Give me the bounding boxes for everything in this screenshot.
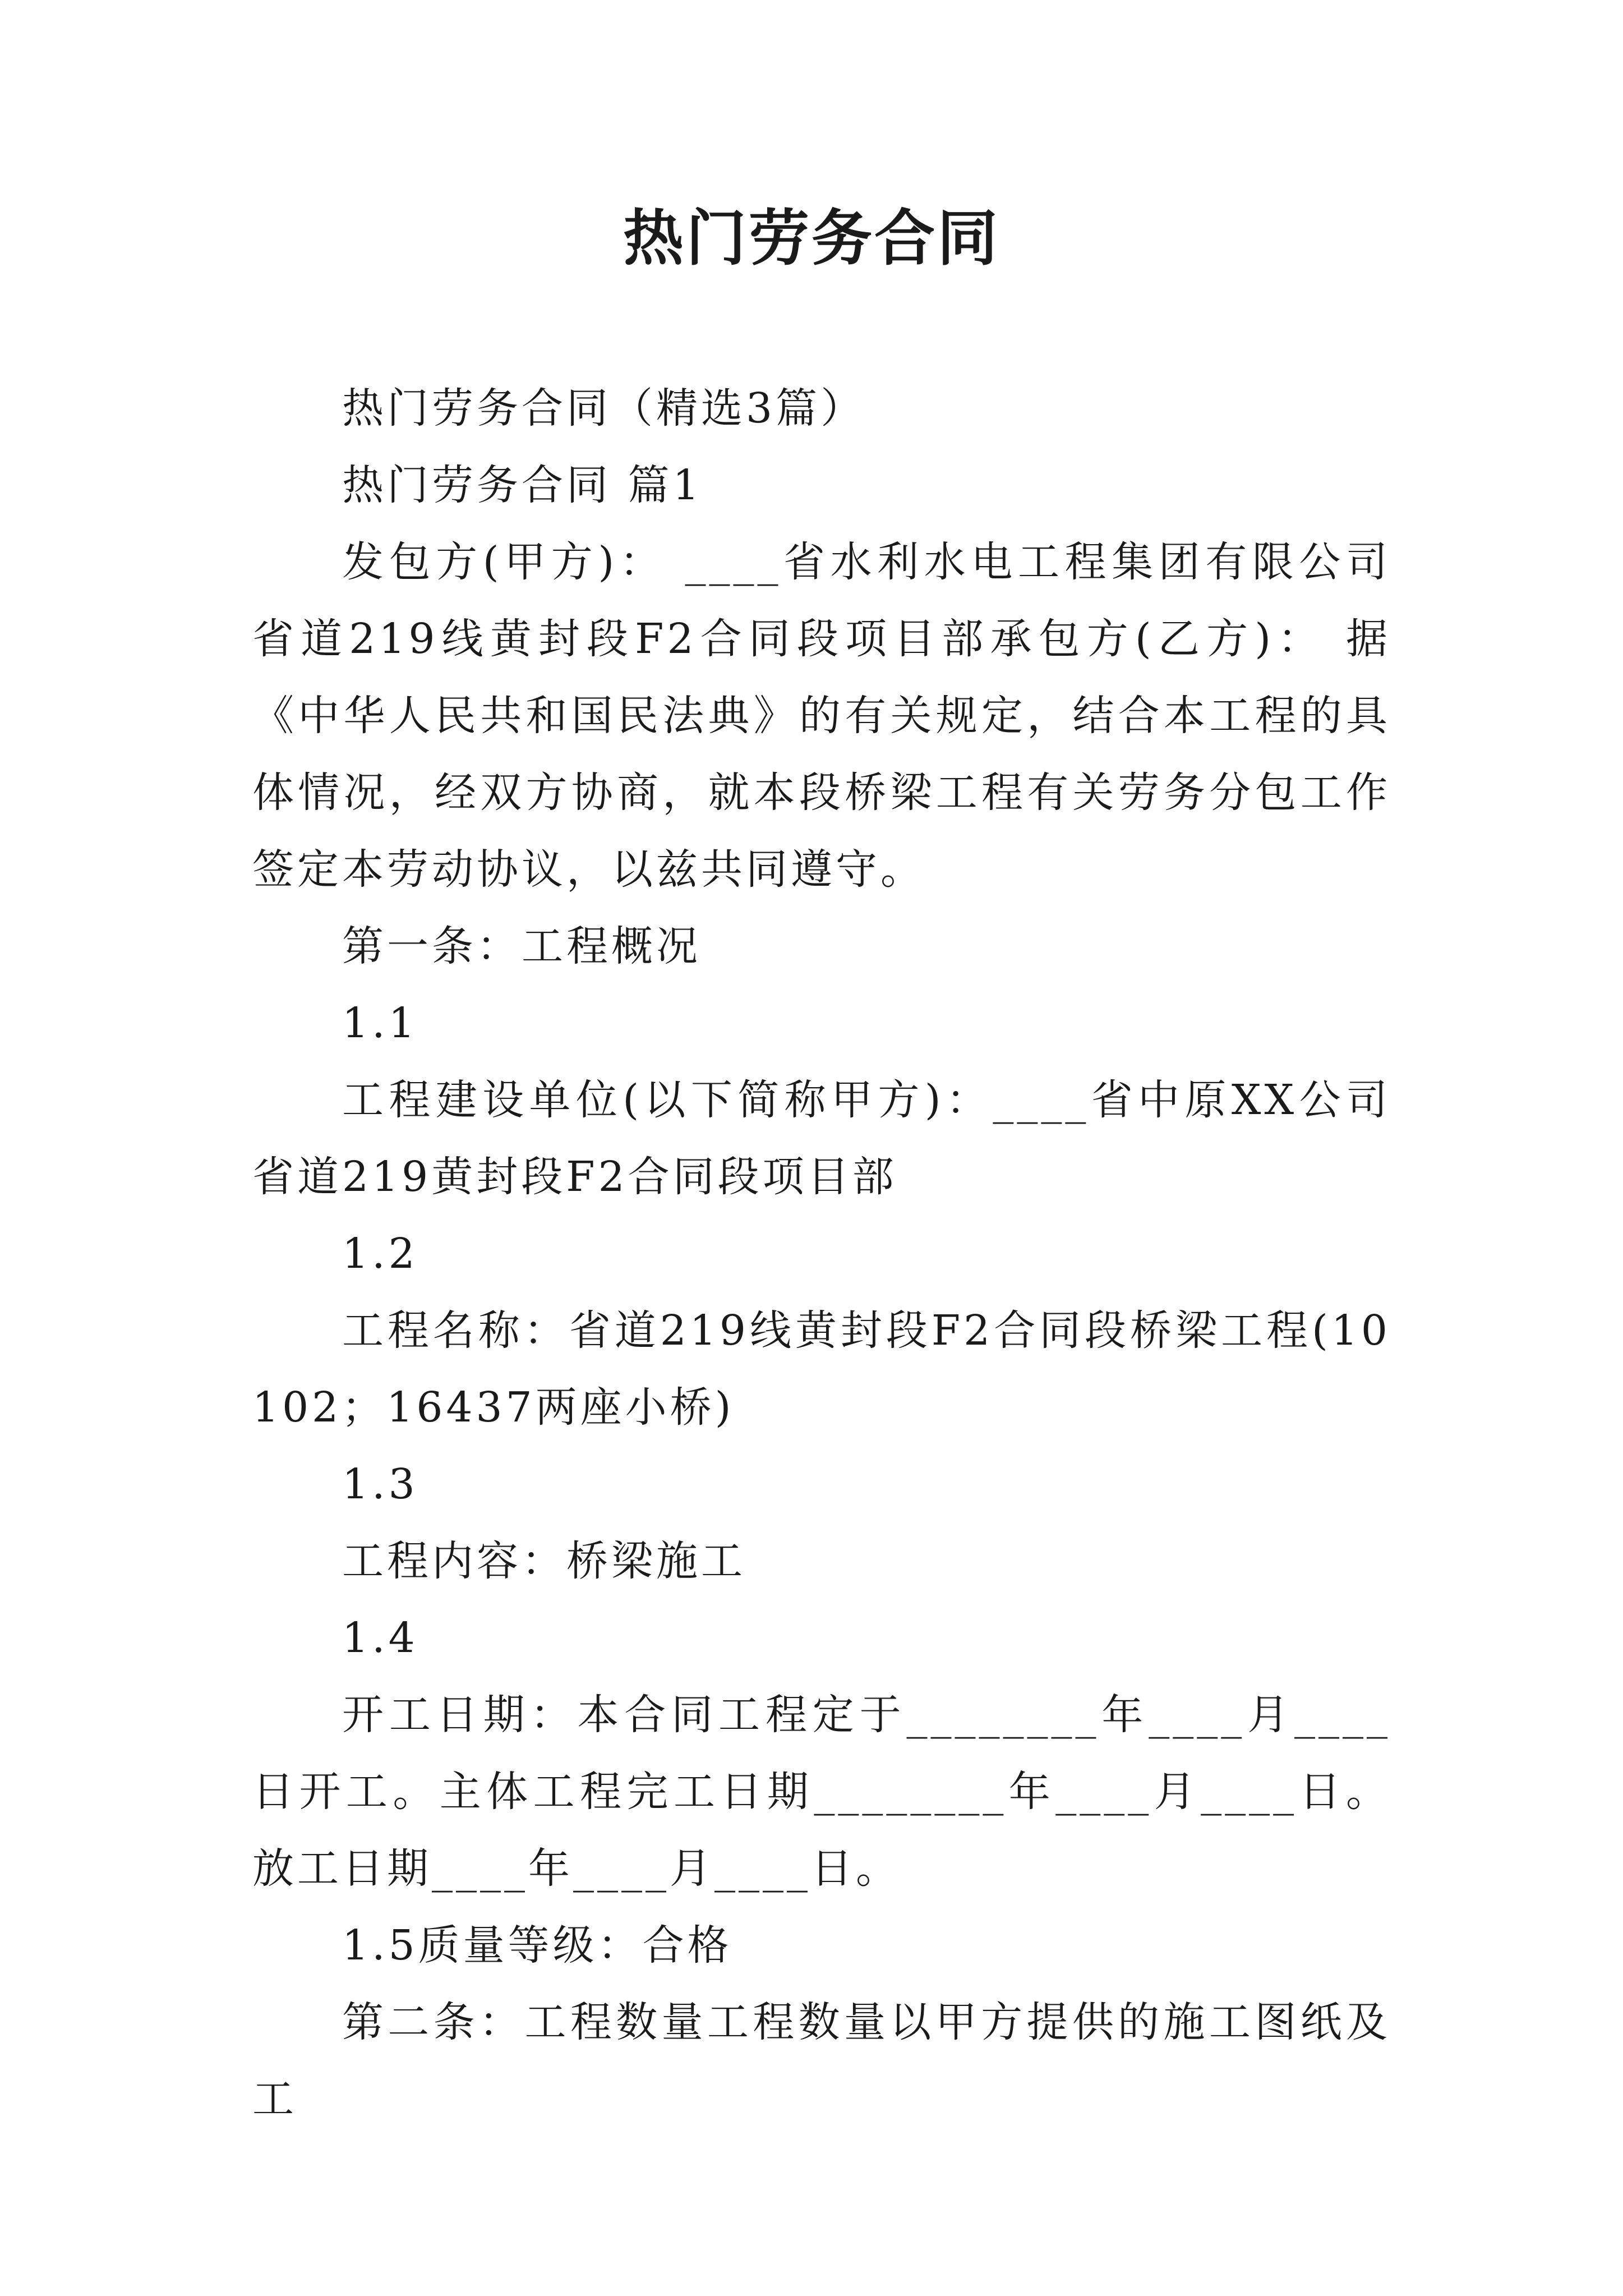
article-heading: 第二条：工程数量工程数量以甲方提供的施工图纸及工 <box>252 1998 1391 2123</box>
paragraph-parties: 发包方(甲方)： ____省水利水电工程集团有限公司省道219线黄封段F2合同段项目部承包方(乙方)： 据《中华人民共和国民法典》的有关规定，结合本工程的具体情况，经双方协商，就本段桥梁工程有关劳务分包工作签定本劳动协议，以兹共同遵守。 <box>252 538 1391 894</box>
clause-number: 1.2 <box>342 1230 418 1278</box>
paragraph-clause: 工程内容：桥梁施工 <box>342 1537 746 1585</box>
article-heading: 第一条：工程概况 <box>342 922 701 970</box>
subtitle: 热门劳务合同（精选3篇） <box>342 384 866 432</box>
paragraph-clause: 开工日期：本合同工程定于________年____月____日开工。主体工程完工日期________年____月____日。放工日期____年____月____日。 <box>252 1691 1391 1893</box>
clause-number: 1.3 <box>342 1460 418 1508</box>
paragraph-clause: 工程名称：省道219线黄封段F2合同段桥梁工程(10102；16437两座小桥) <box>252 1306 1391 1432</box>
document-title: 热门劳务合同 <box>623 203 1000 274</box>
clause-number: 1.4 <box>342 1614 418 1662</box>
section-heading: 热门劳务合同 篇1 <box>342 461 703 509</box>
paragraph-clause: 工程建设单位(以下简称甲方)：____省中原XX公司省道219黄封段F2合同段项目部 <box>252 1076 1391 1201</box>
clause-number: 1.1 <box>342 999 418 1047</box>
document-body <box>252 370 1391 2138</box>
paragraph-clause: 1.5质量等级：合格 <box>342 1921 732 1970</box>
